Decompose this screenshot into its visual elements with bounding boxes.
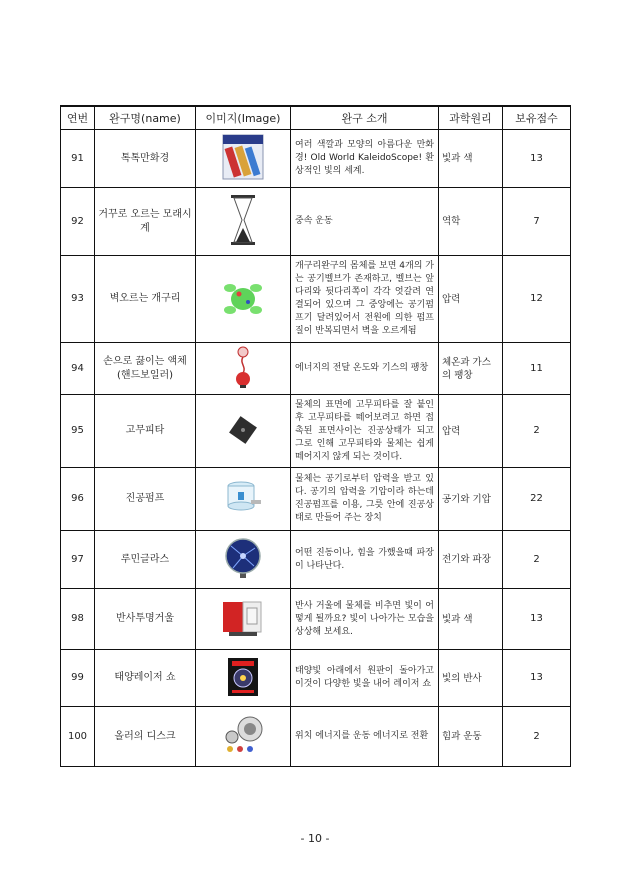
owned-count: 2 <box>503 707 571 767</box>
toy-name: 진공펌프 <box>95 468 196 531</box>
toy-name: 루민글라스 <box>95 531 196 589</box>
science-principle: 체온과 가스의 팽창 <box>439 343 503 395</box>
toy-description: 반사 거울에 물체를 비추면 빛이 어떻게 될까요? 빛이 나아가는 모습을 상상해 보세요. <box>291 589 439 650</box>
toy-image-cell <box>196 589 291 650</box>
header-no: 연번 <box>61 106 95 130</box>
toy-image-cell <box>196 468 291 531</box>
toy-description: 중속 운동 <box>291 188 439 256</box>
owned-count: 13 <box>503 589 571 650</box>
table-row <box>61 650 571 707</box>
toy-name: 올러의 디스크 <box>95 707 196 767</box>
owned-count: 13 <box>503 650 571 707</box>
toy-image-cell <box>196 188 291 256</box>
header-count: 보유점수 <box>503 106 571 130</box>
owned-count: 7 <box>503 188 571 256</box>
table-row <box>61 256 571 343</box>
owned-count: 2 <box>503 531 571 589</box>
mirror-icon <box>221 596 265 643</box>
owned-count: 13 <box>503 130 571 188</box>
table-row <box>61 468 571 531</box>
header-name: 완구명(name) <box>95 106 196 130</box>
suction-pad-icon <box>225 412 261 451</box>
row-number: 96 <box>61 468 95 531</box>
toy-image-cell <box>196 256 291 343</box>
toy-description: 위치 에너지를 운동 에너지로 전환 <box>291 707 439 767</box>
owned-count: 11 <box>503 343 571 395</box>
science-principle: 전기와 파장 <box>439 531 503 589</box>
science-principle: 역학 <box>439 188 503 256</box>
table-row <box>61 531 571 589</box>
page-number: - 10 - <box>300 832 330 845</box>
laser-show-icon <box>226 656 260 701</box>
toy-description: 개구리완구의 몸체를 보면 4개의 가는 공기벨브가 존재하고, 벨브는 앞다리와 뒷다리쪽이 각각 엇갈려 연결되어 있으며 그 중앙에는 공기펌프기 달려있어서 전원에 의한 펌프질이 반복되면서 벽을 오르게됨 <box>291 256 439 343</box>
toy-image-cell <box>196 130 291 188</box>
row-number: 99 <box>61 650 95 707</box>
science-principle: 빛의 반사 <box>439 650 503 707</box>
science-principle: 빛과 색 <box>439 589 503 650</box>
toy-name: 태양레이저 쇼 <box>95 650 196 707</box>
toy-image-cell <box>196 531 291 589</box>
toy-image-cell <box>196 650 291 707</box>
table-row <box>61 395 571 468</box>
hourglass-icon <box>228 194 258 249</box>
row-number: 93 <box>61 256 95 343</box>
toy-description: 여러 색깔과 모양의 아름다운 만화경! Old World KaleidoScope! 환상적인 빛의 세계. <box>291 130 439 188</box>
toy-image-cell <box>196 707 291 767</box>
header-image: 이미지(Image) <box>196 106 291 130</box>
science-principle: 압력 <box>439 256 503 343</box>
toy-description: 물체의 표면에 고무피타를 잘 붙인 후 고무피타를 떼어보려고 하면 접촉된 표면사이는 진공상태가 되고 그로 인해 고무피타와 물체는 쉽게 떼어지지 않게 되는 것이다. <box>291 395 439 468</box>
toy-name: 고무피타 <box>95 395 196 468</box>
toy-description: 어떤 진동이나, 힘을 가했을때 파장이 나타난다. <box>291 531 439 589</box>
row-number: 91 <box>61 130 95 188</box>
toy-image-cell <box>196 343 291 395</box>
toy-name: 손으로 끓이는 액체 (핸드보일러) <box>95 343 196 395</box>
science-principle: 공기와 기압 <box>439 468 503 531</box>
toy-table <box>60 105 571 767</box>
toy-description: 물체는 공기로부터 압력을 받고 있다. 공기의 압력을 기압이라 하는데 진공펌프를 이용, 그릇 안에 진공상태로 만들어 주는 장치 <box>291 468 439 531</box>
toy-image-cell <box>196 395 291 468</box>
toy-description: 에너지의 전달 온도와 기스의 팽창 <box>291 343 439 395</box>
table-row <box>61 707 571 767</box>
vacuum-pump-icon <box>223 478 263 521</box>
euler-disk-icon <box>220 715 266 758</box>
owned-count: 22 <box>503 468 571 531</box>
toy-description: 태양빛 아래에서 원판이 돌아가고 이것이 다양한 빛을 내어 레이저 쇼 <box>291 650 439 707</box>
owned-count: 12 <box>503 256 571 343</box>
science-principle: 힘과 운동 <box>439 707 503 767</box>
row-number: 92 <box>61 188 95 256</box>
table-header-row <box>61 106 571 130</box>
row-number: 94 <box>61 343 95 395</box>
toy-name: 벽오르는 개구리 <box>95 256 196 343</box>
row-number: 97 <box>61 531 95 589</box>
toy-name: 톡톡만화경 <box>95 130 196 188</box>
hand-boiler-icon <box>233 345 253 392</box>
science-principle: 빛과 색 <box>439 130 503 188</box>
header-description: 완구 소개 <box>291 106 439 130</box>
plasma-disc-icon <box>221 536 265 583</box>
table-row <box>61 589 571 650</box>
owned-count: 2 <box>503 395 571 468</box>
toy-name: 반사투명거울 <box>95 589 196 650</box>
science-principle: 압력 <box>439 395 503 468</box>
table-row <box>61 188 571 256</box>
table-row <box>61 130 571 188</box>
table-row <box>61 343 571 395</box>
header-principle: 과학원리 <box>439 106 503 130</box>
toy-name: 거꾸로 오르는 모래시계 <box>95 188 196 256</box>
kaleidoscope-icon <box>221 133 265 184</box>
frog-icon <box>221 278 265 321</box>
row-number: 95 <box>61 395 95 468</box>
row-number: 98 <box>61 589 95 650</box>
row-number: 100 <box>61 707 95 767</box>
